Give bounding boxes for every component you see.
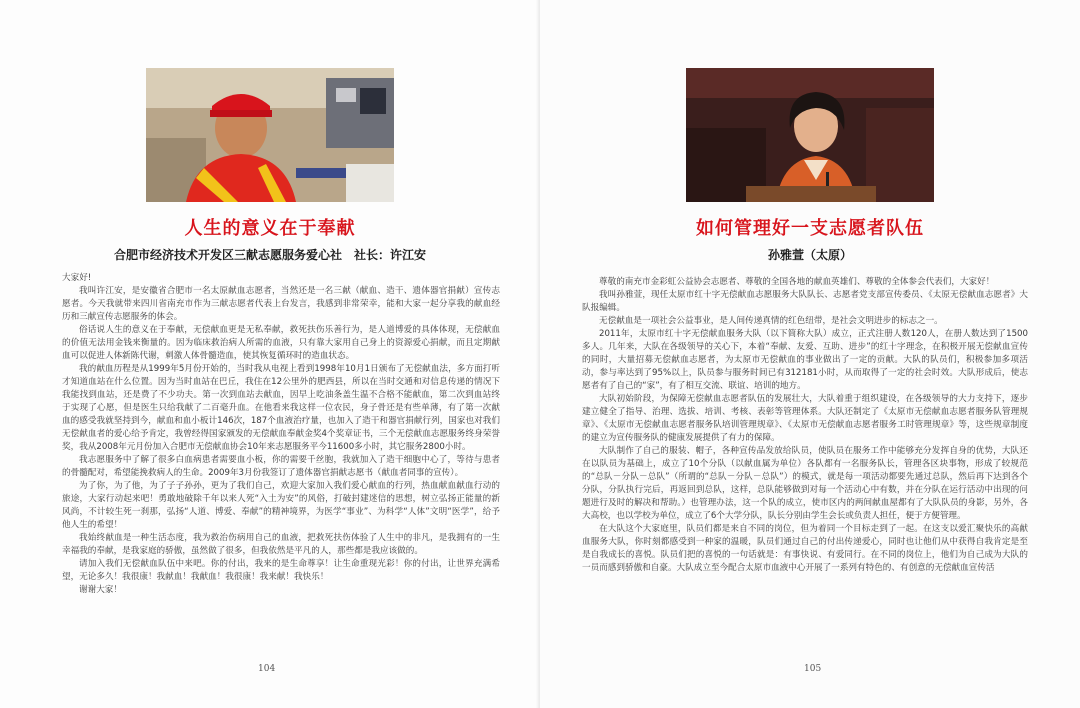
article-body-left — [62, 272, 500, 597]
paragraph: 无偿献血是一项社会公益事业，是人间传递真情的红色纽带，是社会文明进步的标志之一。 — [599, 316, 943, 326]
paragraph: 大家好! — [62, 273, 92, 283]
paragraph: 俗话说人生的意义在于奉献，无偿献血更是无私奉献，救死扶伤乐善行为，是人道博爱的具体体现，无偿献血的价值无法用金钱来衡量的。因为临床救治病人所需的血液，只有靠大家用自己身上的资源爱心捐献，而且定期献血可以促进人体新陈代谢，刺激人体骨髓造血，使其恢复循环时的造血状态。 — [62, 325, 500, 361]
article-title-left: 人生的意义在于奉献 — [184, 218, 356, 239]
author-byline-right: 孙雅萱（太原） — [767, 248, 852, 262]
paragraph: 我叫孙雅萱，现任太原市红十字无偿献血志愿服务大队队长、志愿者党支部宣传委员、《太原无偿献血志愿者》大队报编辑。 — [582, 290, 1028, 313]
article-title-right: 如何管理好一支志愿者队伍 — [696, 218, 924, 239]
paragraph: 在大队这个大家庭里，队员们都是来自不同的岗位，但为着同一个目标走到了一起。在这支以爱汇聚快乐的高献血服务大队，你时刻都感受到一种家的温暖，队员们通过自己的付出传递爱心，同时也让他们从中获得自我肯定是至是自我成长的喜悦。队员们把的喜悦的一句话就是：有事快说、有爱同行。在不同的岗位上，他们为自己成为大队的一员而感到骄傲和自豪。大队成立至今配合太原市血液中心开展了一系列有特色的、有创意的无偿献血宣传活 — [582, 524, 1028, 573]
paragraph: 请加入我们无偿献血队伍中来吧。你的付出，我来的是生命尊享！让生命重现光彩！你的付出，让世界充满希望，无论多久！我很康！我献血！我献血！我很康！我来献！我快乐！ — [62, 559, 500, 582]
paragraph: 谢谢大家！ — [79, 585, 122, 595]
paragraph: 我志愿服务中了解了很多白血病患者需要血小板，你的需要千丝胞，我就加入了造干细胞中心了，等待与患者的骨髓配对，希望能挽救病人的生命。2009年3月份我签订了遗体器官捐献志愿书（献血者同事的宣传）。 — [62, 455, 500, 478]
paragraph: 为了你，为了他，为了子子孙孙，更为了我们自己，欢迎大家加入我们爱心献血的行列，热血献血献血行动的旅途，大家行动起来吧！勇敢地破除千年以来人死“入土为安”的风俗，打破封建迷信的思想，树立弘扬正能量的新风尚，不计较生死一刹那，弘扬“人道、博爱、奉献”的精神境界，为医学“事业”、为科学“人体”文明“医学”，给予他人生的希望！ — [62, 481, 500, 530]
paragraph: 尊敬的南充市金彩虹公益协会志愿者、尊敬的全国各地的献血英雄们、尊敬的全体参会代表们，大家好！ — [599, 277, 995, 287]
paragraph: 我始终献血是一种生活态度，我为救治伤病用自己的血液，把救死扶伤体验了人生中的非凡，是我拥有的一生幸福我的奉献，是我家庭的骄傲，虽然做了很多，但我依然是平凡的人，那些都是我应该做的。 — [62, 533, 500, 556]
portrait-photo-woman — [686, 68, 934, 202]
portrait-photo-man — [146, 68, 394, 202]
paragraph: 我的献血历程是从1999年5月份开始的，当时我从电视上看到1998年10月1日颁布了无偿献血法，多方面打听才知道血站在什么位置。因为当时血站在巴丘，我住在12公里外的肥西县，所以在当时交通和对信息传递的情况下我能找到血站，还是费了不少功夫。第一次到血站去献血，因早上吃油条盖生温不合格不能献血，第二次到血站终于实现了心愿，但是医生只给我献了二百毫升血。在他看来我这样一位农民，身子骨还是有些单薄，有了第一次献血的感受我就坚持到今，献血和血小板计146次，187个血液治疗量，也加入了造干和器官捐献行列，国家也对我们无偿献血者的爱心给予肯定，我曾经得国家颁发的无偿献血奉献金奖4个奖章证书，三个无偿献血志愿服务终身荣誉奖，我从2008年元月份加入合肥市无偿献血协会10年来志愿服务平今11600多小时，其它服务2800小时。 — [62, 364, 500, 452]
paragraph: 大队制作了自己的服装、帽子，各种宣传品发放给队员，使队员在服务工作中能够充分发挥自身的优势，大队还在以队员为基础上，成立了10个分队（以献血属为单位）各队都有一名服务队长，管理各区块事物，形成了较规范的“总队－分队－总队”（所谓的“总队－分队－总队”）的模式，就是每一项活动都要先通过总队，然后再下达到各个分队，分队执行完后，再返回到总队，这样，总队能够做到对每一个活动心中有数，并在分队在运行活动中出现的问题进行及时的解决和帮助。）也管理办法，这一个队的成立，使市区内的两间献血屋都有了大队队员的身影，另外，各大高校，也以学校为单位，成立了6个大学分队，队长分别由学生会长或负责人担任，便于方便管理。 — [582, 446, 1028, 521]
page-number-left: 104 — [258, 664, 276, 674]
page-number-right: 105 — [804, 664, 822, 674]
paragraph: 2011年，太原市红十字无偿献血服务大队（以下简称大队）成立，正式注册人数120人，在册人数达到了1500多人。几年来，大队在各级领导的关心下，本着“奉献、友爱、互助、进步”的红十字理念，在积极开展无偿献血宣传的同时，大量招募无偿献血志愿者，为太原市无偿献血的事业做出了一定的贡献。大队的队员们，积极参加多项活动，参与率达到了95%以上，队员参与服务时间已有312181小时，从而取得了一定的社会时效。大队形成后，使志愿者有了自己的“家”，有了相互交流、联谊、培训的地方。 — [582, 329, 1028, 391]
article-body-right — [582, 276, 1028, 575]
paragraph: 大队初始阶段，为保障无偿献血志愿者队伍的发展壮大，大队着重于组织建设，在各级领导的大力支持下，逐步建立健全了指导、治理、选拔、培训、考核、表彰等管理体系。大队还制定了《太原市无偿献血志愿者服务队管理规章》、《太原市无偿献血志愿者服务队培训管理规章》、《太原市无偿献血志愿者服务工时管理规章》等，这些规章制度的建立为宣传服务队的健康发展提供了有力的保障。 — [582, 394, 1028, 443]
paragraph: 我叫许江安，是安徽省合肥市一名太原献血志愿者，当然还是一名三献（献血、造干、遗体器官捐献）宣传志愿者。今天我就带来四川省南充市作为三献志愿者代表上台发言，我感到非常荣幸，能和大家一起分享我的献血经历和三献宣传志愿服务的体会。 — [62, 286, 500, 322]
author-byline-left: 合肥市经济技术开发区三献志愿服务爱心社 社长：许江安 — [113, 248, 426, 262]
